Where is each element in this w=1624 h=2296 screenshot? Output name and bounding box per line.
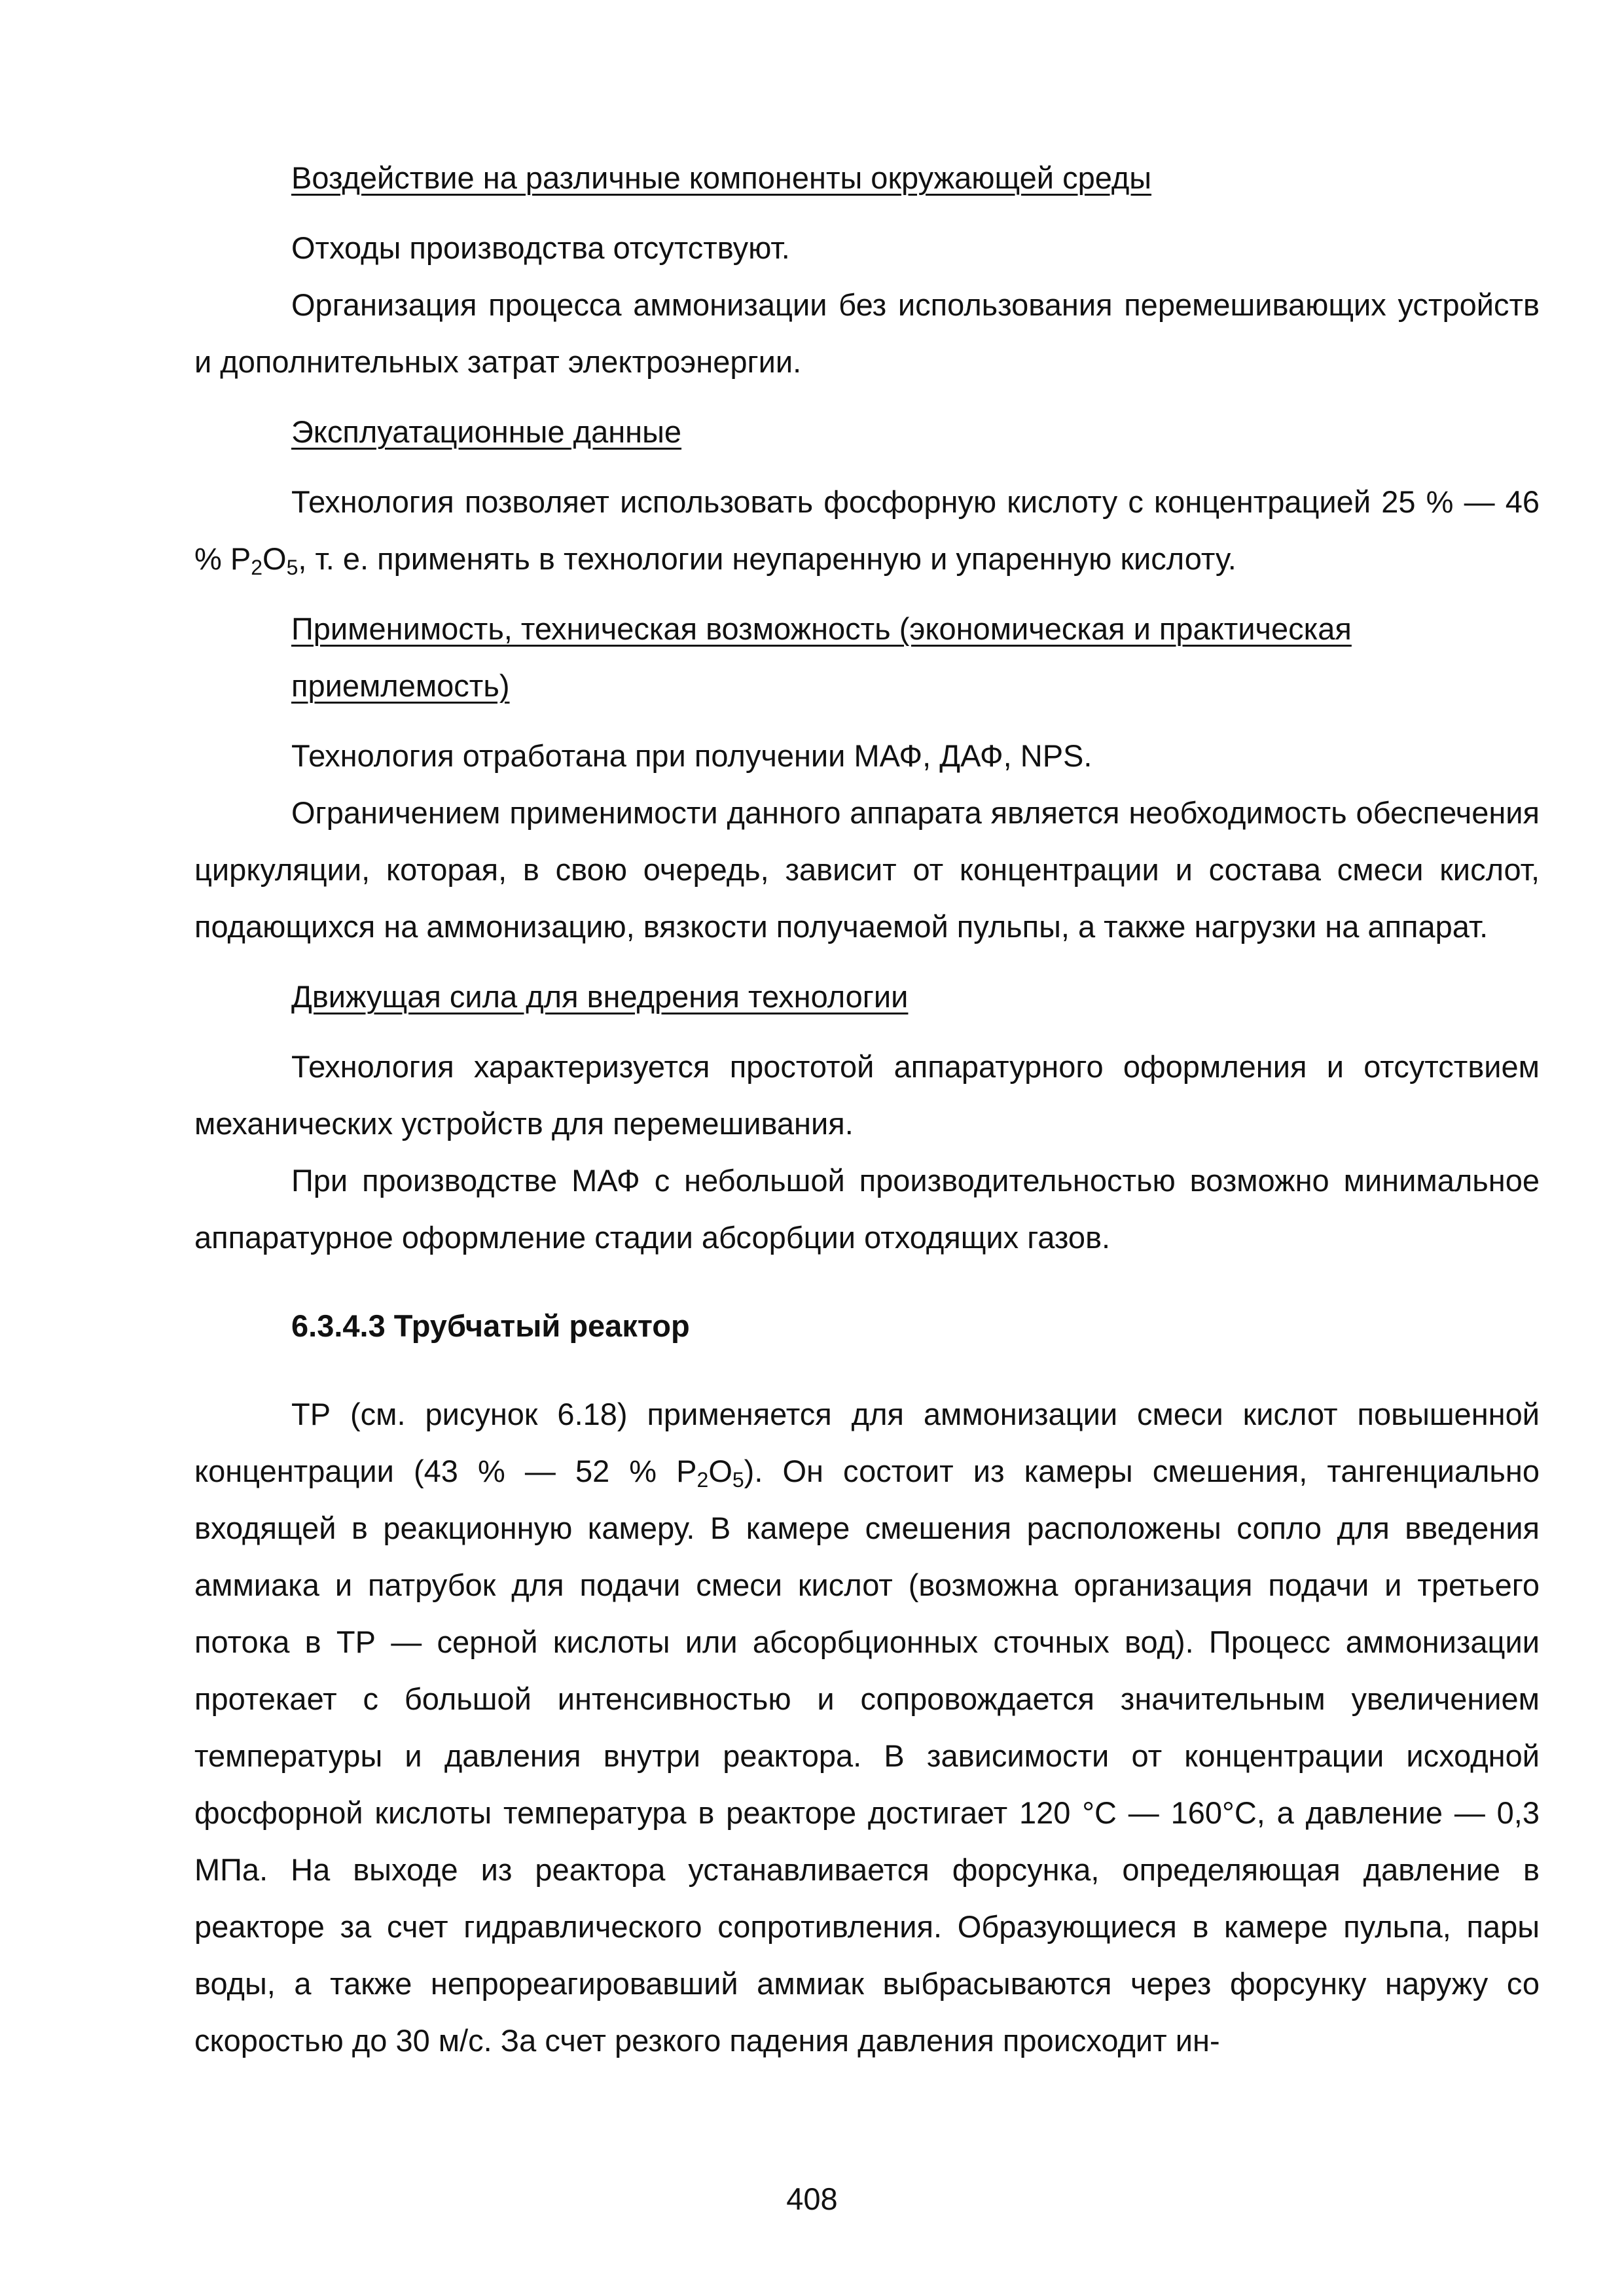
text-segment: ТР (см. рисунок 6.18) применяется для аммонизации смеси кислот повышенной концентрации (43 % — 52 % P (194, 1397, 1540, 1488)
paragraph-technology-tested: Технология отработана при получении МАФ, ДАФ, NPS. (291, 738, 1092, 773)
paragraph-phosphoric-acid-concentration (194, 473, 1540, 587)
section-heading-applicability: Применимость, техническая возможность (экономическая и практическая приемлемость) (291, 611, 1352, 703)
text-segment: O (708, 1454, 732, 1488)
text-segment: , т. е. применять в технологии неупаренную и упаренную кислоту. (298, 541, 1236, 576)
section-heading-operational-data: Эксплуатационные данные (291, 414, 682, 449)
paragraph-applicability-limitation: Ограничением применимости данного аппарата является необходимость обеспечения циркуляции, которая, в свою очередь, зависит от концентрации и состава смеси кислот, подающихся на аммонизацию, вязкости получаемой пульпы, а также нагрузки на аппарат. (194, 795, 1540, 944)
subscript: 2 (251, 556, 262, 579)
subscript: 5 (732, 1468, 744, 1492)
section-title-tubular-reactor: 6.3.4.3 Трубчатый реактор (291, 1308, 690, 1343)
subscript: 5 (286, 556, 298, 579)
subscript: 2 (696, 1468, 709, 1492)
paragraph-ammoniation-organization: Организация процесса аммонизации без использования перемешивающих устройств и дополнительных затрат электроэнергии. (194, 287, 1540, 379)
text-segment: Технология позволяет использовать фосфорную кислоту с концентрацией 25 % — 46 % P (194, 484, 1540, 576)
text-segment: O (262, 541, 287, 576)
page-number: 408 (786, 2181, 838, 2216)
paragraph-map-production: При производстве МАФ с небольшой производительностью возможно минимальное аппаратурное оформление стадии абсорбции отходящих газов. (194, 1163, 1540, 1255)
paragraph-simple-equipment: Технология характеризуется простотой аппаратурного оформления и отсутствием механических устройств для перемешивания. (194, 1049, 1540, 1141)
paragraph-no-waste: Отходы производства отсутствуют. (291, 230, 790, 265)
paragraph-tubular-reactor-description (194, 1386, 1540, 2069)
section-heading-environment-impact: Воздействие на различные компоненты окружающей среды (291, 160, 1152, 195)
section-heading-driving-force: Движущая сила для внедрения технологии (291, 979, 909, 1014)
text-segment: ). Он состоит из камеры смешения, тангенциально входящей в реакционную камеру. В камере смешения расположены сопло для введения аммиака и патрубок для подачи смеси кислот (возможна организация подачи и третьего потока в ТР — серной кислоты или абсорбционных сточных вод). Процесс аммонизации протекает с большой интенсивностью и сопровождается значительным увеличением температуры и давления внутри реактора. В зависимости от концентрации исходной фосфорной кислоты температура в реакторе достигает 120 °С — 160°С, а давление — 0,3 МПа. На выходе из реактора устанавливается форсунка, определяющая давление в реакторе за счет гидравлического сопротивления. Образующиеся в камере пульпа, пары воды, а также непрореагировавший аммиак выбрасываются через форсунку наружу со скоростью до 30 м/с. За счет резкого падения давления происходит ин- (194, 1454, 1540, 2058)
document-page (194, 149, 1540, 2069)
